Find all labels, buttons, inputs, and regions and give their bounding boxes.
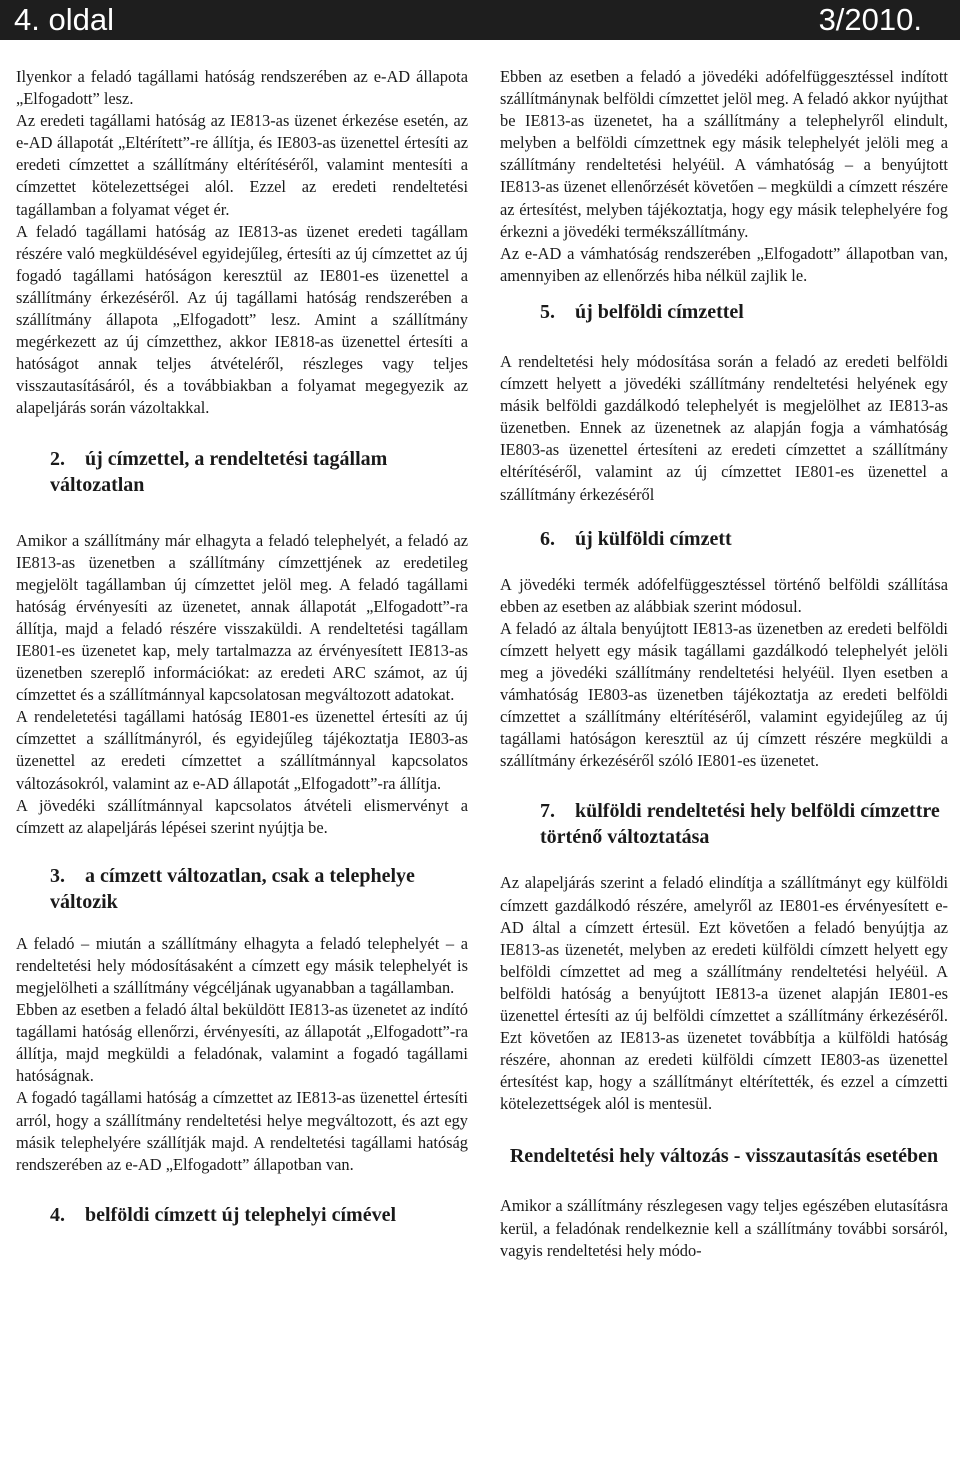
paragraph: A feladó az általa benyújtott IE813-as üzenetben az eredeti belföldi címzett helyett egy másik tagállami gazdálkodó telephelyét jelöli meg a jövedéki szállítmány rendeltetési helyéül. Ilyen esetben a vámhatóság IE803-as üzenetben tájékoztatja az eredeti belföldi címzettet a szállítmány eltérítéséről, valamint egyidejűleg az új tagállami hatóságon keresztül az új címzett részére megküldi a szállítmány érkezéséről szóló IE801-es üzenetet. (500, 618, 948, 771)
issue-number: 3/2010. (818, 2, 922, 37)
paragraph: A jövedéki termék adófelfüggesztéssel történő belföldi szállítása ebben az esetben az alábbiak szerint módosul. (500, 574, 948, 616)
paragraph: A fogadó tagállami hatóság a címzettet az IE813-as üzenettel értesíti arról, hogy a szállítmány rendeltetési helye megváltozott, és azt egy másik telephelyére szállítják majd. A rendeltetési tagállami hatóság rendszerében az e-AD „Elfogadott” állapotban van. (16, 1088, 468, 1174)
section-heading-3: 3. a címzett változatlan, csak a telephelye változik (50, 864, 415, 913)
paragraph: Az e-AD a vámhatóság rendszerében „Elfogadott” állapotban van, amennyiben az ellenőrzés hiba nélkül zajlik le. (500, 243, 948, 285)
section-heading-2: 2. új címzettel, a rendeltetési tagállam változatlan (50, 447, 388, 496)
left-column (16, 66, 468, 1228)
section-heading-4: 4. belföldi címzett új telephelyi címével (50, 1203, 397, 1226)
paragraph: A jövedéki szállítmánnyal kapcsolatos átvételi elismervényt a címzett az alapeljárás lépései szerint nyújtja be. (16, 795, 468, 837)
paragraph: A feladó – miután a szállítmány elhagyta a feladó telephelyét – a rendeltetési hely módosításaként a címzett egy másik telephelyét is megjelölheti a szállítmány végcéljának ugyanabban a tagállamban. (16, 933, 468, 997)
section-heading-8: Rendeltetési hely változás - visszautasítás esetében (509, 1145, 939, 1168)
paragraph: Amikor a szállítmány részlegesen vagy teljes egészében elutasításra kerül, a feladónak rendelkeznie kell a szállítmány további sorsáról, vagyis rendeltetési hely módo- (500, 1196, 948, 1260)
paragraph: Amikor a szállítmány már elhagyta a feladó telephelyét, a feladó az IE813-as üzenetben a szállítmány címzettjének az eredetileg megjelölt tagállamban új címzettet jelöl meg. A feladó tagállami hatóság érvényesíti az üzenetet, annak állapotát „Elfogadott”-ra állítja, majd a feladó részére visszaküldi. A rendeltetési tagállam IE801-es üzenetet kap, mely tartalmazza az érvényesített IE813-as üzenetben szereplő információkat: az eredeti ARC számot, az új címzettet és a szállítmánnyal kapcsolatosan megváltozott adatokat. (16, 530, 468, 705)
paragraph: Ebben az esetben a feladó által beküldött IE813-as üzenetet az indító tagállami hatóság ellenőrzi, érvényesíti, az állapotát „Elfogadott”-ra állítja, majd megküldi a feladónak, valamint a fogadó tagállami hatóságnak. (16, 1000, 468, 1086)
paragraph: Az eredeti tagállami hatóság az IE813-as üzenet érkezése esetén, az e-AD állapotát „Eltérített”-re állítja, és IE803-as üzenettel értesíti az eredeti címzettet a szállítmány eltérítéséről, valamint mentesíti a címzettet kötelezettségei alól. Ezzel az eredeti rendeltetési tagállamban a folyamat véget ér. (16, 111, 468, 219)
section-heading-6: 6. új külföldi címzett (540, 527, 732, 550)
paragraph: Ilyenkor a feladó tagállami hatóság rendszerében az e-AD állapota „Elfogadott” lesz. (16, 67, 468, 109)
paragraph: Ebben az esetben a feladó a jövedéki adófelfüggesztéssel indított szállítmánynak belföldi címzettet jelöl meg. A feladó akkor nyújthat be IE813-as üzenetet, ha a szállítmány a telephelyről elindult, melyben a belföldi címzettnek egy másik telephelyét jelöli meg a szállítmány rendeltetési helyéül. A vámhatóság – a benyújtott IE813-as üzenet ellenőrzését követően – megküldi a címzett részére az értesítést, melyben tájékoztatja, hogy egy másik telephelyére fog érkezni a jövedéki termékszállítmány. (500, 67, 948, 241)
paragraph: A rendeltetési hely módosítása során a feladó az eredeti belföldi címzett helyett a jövedéki szállítmány rendeltetési helyének egy másik belföldi gazdálkodó telephelyét is megjelölhet az IE813-as üzenetben. Ennek az üzenetnek az alapján fogja a vámhatóság IE803-as üzenettel értesíteni az eredeti címzettet a szállítmány eltérítéséről, valamint az új címzettet IE801-es üzenettel a szállítmány érkezéséről (500, 351, 948, 504)
paragraph: A feladó tagállami hatóság az IE813-as üzenet eredeti tagállam részére való megküldésével egyidejűleg, értesíti az új címzettet az új fogadó tagállami hatóságon keresztül az IE801-es üzenettel a szállítmány érkezéséről. Az új tagállami hatóság rendszerében a szállítmány állapota „Elfogadott” lesz. Amint a szállítmány megérkezett az új címzetthez, akkor IE818-as üzenettel értesíti a hatóságot annak teljes átvételéről, részleges vagy teljes visszautasításáról, és a továbbiakban a folyamat megegyezik az alapeljárás során vázoltakkal. (16, 221, 468, 418)
paragraph: Az alapeljárás szerint a feladó elindítja a szállítmányt egy külföldi címzett gazdálkodó részére, amelyről az IE801-es érvényesített e-AD által a címzett értesül. Ezt követően a feladó benyújtja az IE813-as üzenetét, melyben az eredeti külföldi címzett helyett egy belföldi címzettet ad meg a szállítmány rendeltetési helyéül. A belföldi hatóság a benyújtott IE813-a üzenet alapján IE801-es üzenettel értesíti az új belföldi címzettet a szállítmány érkezéséről. Ezt követően az IE813-as üzenetet továbbítja a külföldi hatóság részére, ahonnan az eredeti külföldi címzett IE803-as üzenettel értesítést kap, hogy a szállítmányt eltérítették, és ezzel a címzetti kötelezettségek alól is mentesül. (500, 873, 948, 1114)
section-heading-7: 7. külföldi rendeltetési hely belföldi címzettre történő változtatása (540, 800, 940, 849)
page-number: 4. oldal (14, 2, 114, 37)
paragraph: A rendeletetési tagállami hatóság IE801-es üzenettel értesíti az új címzettet a szállítmányról, és egyidejűleg tájékoztatja IE803-as üzenettel az eredeti címzettet a szállítmánnyal kapcsolatos változásokról, valamint az e-AD állapotát „Elfogadott”-ra állítja. (16, 707, 468, 793)
right-column (500, 66, 948, 1262)
section-heading-5: 5. új belföldi címzettel (540, 300, 744, 323)
page-header (0, 0, 960, 40)
